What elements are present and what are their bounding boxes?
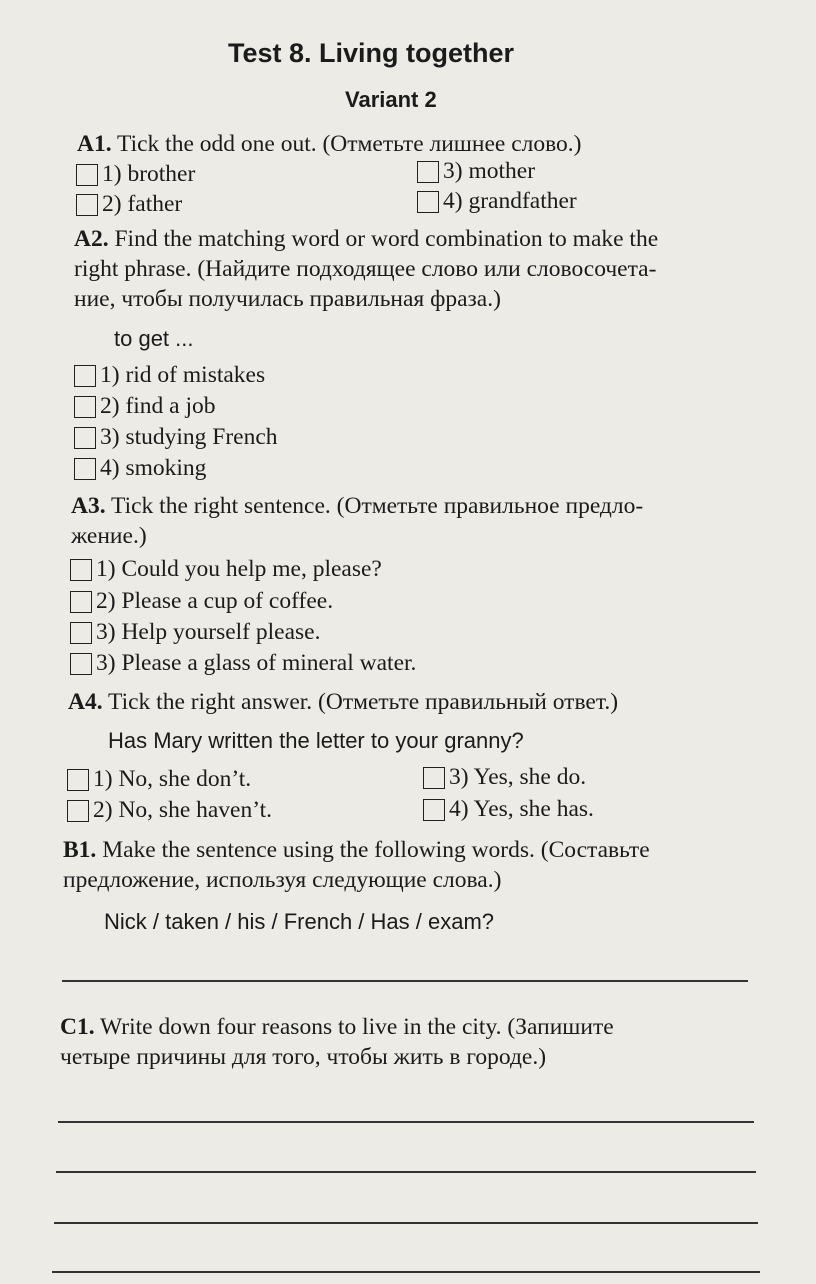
question-number: A1. xyxy=(77,131,112,157)
question-text: Write down four reasons to live in the city. (Запишите xyxy=(94,1014,614,1040)
question-number: A3. xyxy=(71,493,106,519)
question-text-line2: right phrase. (Найдите подходящее слово или словосочета- xyxy=(74,256,657,282)
option-label: 1) Could you help me, please? xyxy=(96,556,382,582)
a4-option-2[interactable] xyxy=(67,797,272,824)
checkbox[interactable] xyxy=(417,191,439,213)
question-number: A4. xyxy=(68,689,103,715)
option-label: 4) grandfather xyxy=(443,188,577,214)
a4-prompt: Has Mary written the letter to your granny? xyxy=(108,728,524,753)
page-title: Test 8. Living together xyxy=(228,38,515,68)
a3-option-2[interactable] xyxy=(70,588,333,615)
a3-option-3[interactable] xyxy=(70,619,320,646)
option-label: 1) brother xyxy=(102,161,196,187)
checkbox[interactable] xyxy=(67,769,89,791)
question-a2 xyxy=(74,224,658,314)
checkbox[interactable] xyxy=(74,396,96,418)
a3-option-1[interactable] xyxy=(70,556,382,583)
checkbox[interactable] xyxy=(67,800,89,822)
question-text: Make the sentence using the following words. (Составьте xyxy=(96,837,650,863)
a1-option-1[interactable] xyxy=(76,161,195,188)
question-text: Tick the right sentence. (Отметьте правильное предло- xyxy=(105,493,644,519)
a1-option-3[interactable] xyxy=(417,158,535,185)
question-text-line2: предложение, используя следующие слова.) xyxy=(63,867,502,893)
a2-option-4[interactable] xyxy=(74,455,206,482)
a1-option-4[interactable] xyxy=(417,188,577,215)
question-number: C1. xyxy=(60,1014,95,1040)
option-label: 3) Help yourself please. xyxy=(96,619,321,645)
b1-prompt: Nick / taken / his / French / Has / exam? xyxy=(104,909,495,934)
option-label: 3) mother xyxy=(443,158,536,184)
checkbox[interactable] xyxy=(70,591,92,613)
option-label: 3) Yes, she do. xyxy=(449,764,587,790)
a3-option-4[interactable] xyxy=(70,650,416,677)
checkbox[interactable] xyxy=(76,164,98,186)
option-label: 1) No, she don’t. xyxy=(93,766,252,792)
question-number: B1. xyxy=(63,837,97,863)
question-a4 xyxy=(68,687,618,717)
c1-answer-line-4[interactable] xyxy=(52,1271,760,1273)
c1-answer-line-3[interactable] xyxy=(54,1222,758,1224)
checkbox[interactable] xyxy=(70,622,92,644)
question-text: Tick the odd one out. (Отметьте лишнее слово.) xyxy=(111,131,582,157)
checkbox[interactable] xyxy=(76,194,98,216)
question-text-line2: четыре причины для того, чтобы жить в городе.) xyxy=(60,1044,547,1070)
c1-answer-line-1[interactable] xyxy=(58,1121,754,1123)
question-a1 xyxy=(77,129,582,159)
c1-answer-line-2[interactable] xyxy=(56,1171,756,1173)
checkbox[interactable] xyxy=(74,427,96,449)
variant-label: Variant 2 xyxy=(345,87,437,112)
question-text: Tick the right answer. (Отметьте правильный ответ.) xyxy=(102,689,619,715)
option-label: 4) Yes, she has. xyxy=(449,796,594,822)
a2-prompt: to get ... xyxy=(114,326,194,351)
question-text-line2: жение.) xyxy=(71,523,147,549)
b1-answer-line[interactable] xyxy=(62,980,748,982)
option-label: 3) Please a glass of mineral water. xyxy=(96,650,417,676)
a4-option-4[interactable] xyxy=(423,796,594,823)
question-a3 xyxy=(71,491,643,551)
checkbox[interactable] xyxy=(70,653,92,675)
checkbox[interactable] xyxy=(423,799,445,821)
question-number: A2. xyxy=(74,226,109,252)
checkbox[interactable] xyxy=(423,767,445,789)
checkbox[interactable] xyxy=(74,458,96,480)
option-label: 3) studying French xyxy=(100,424,278,450)
option-label: 2) father xyxy=(102,191,183,217)
option-label: 2) find a job xyxy=(100,393,216,419)
a1-option-2[interactable] xyxy=(76,191,182,218)
option-label: 2) Please a cup of coffee. xyxy=(96,588,334,614)
checkbox[interactable] xyxy=(417,161,439,183)
a2-option-1[interactable] xyxy=(74,362,265,389)
question-text: Find the matching word or word combination to make the xyxy=(108,226,659,252)
option-label: 1) rid of mistakes xyxy=(100,362,266,388)
a4-option-3[interactable] xyxy=(423,764,586,791)
option-label: 2) No, she haven’t. xyxy=(93,797,273,823)
checkbox[interactable] xyxy=(70,559,92,581)
option-label: 4) smoking xyxy=(100,455,207,481)
a4-option-1[interactable] xyxy=(67,766,251,793)
a2-option-3[interactable] xyxy=(74,424,278,451)
question-text-line3: ние, чтобы получилась правильная фраза.) xyxy=(74,286,501,312)
a2-option-2[interactable] xyxy=(74,393,216,420)
checkbox[interactable] xyxy=(74,365,96,387)
question-b1 xyxy=(63,835,650,895)
question-c1 xyxy=(60,1012,614,1072)
